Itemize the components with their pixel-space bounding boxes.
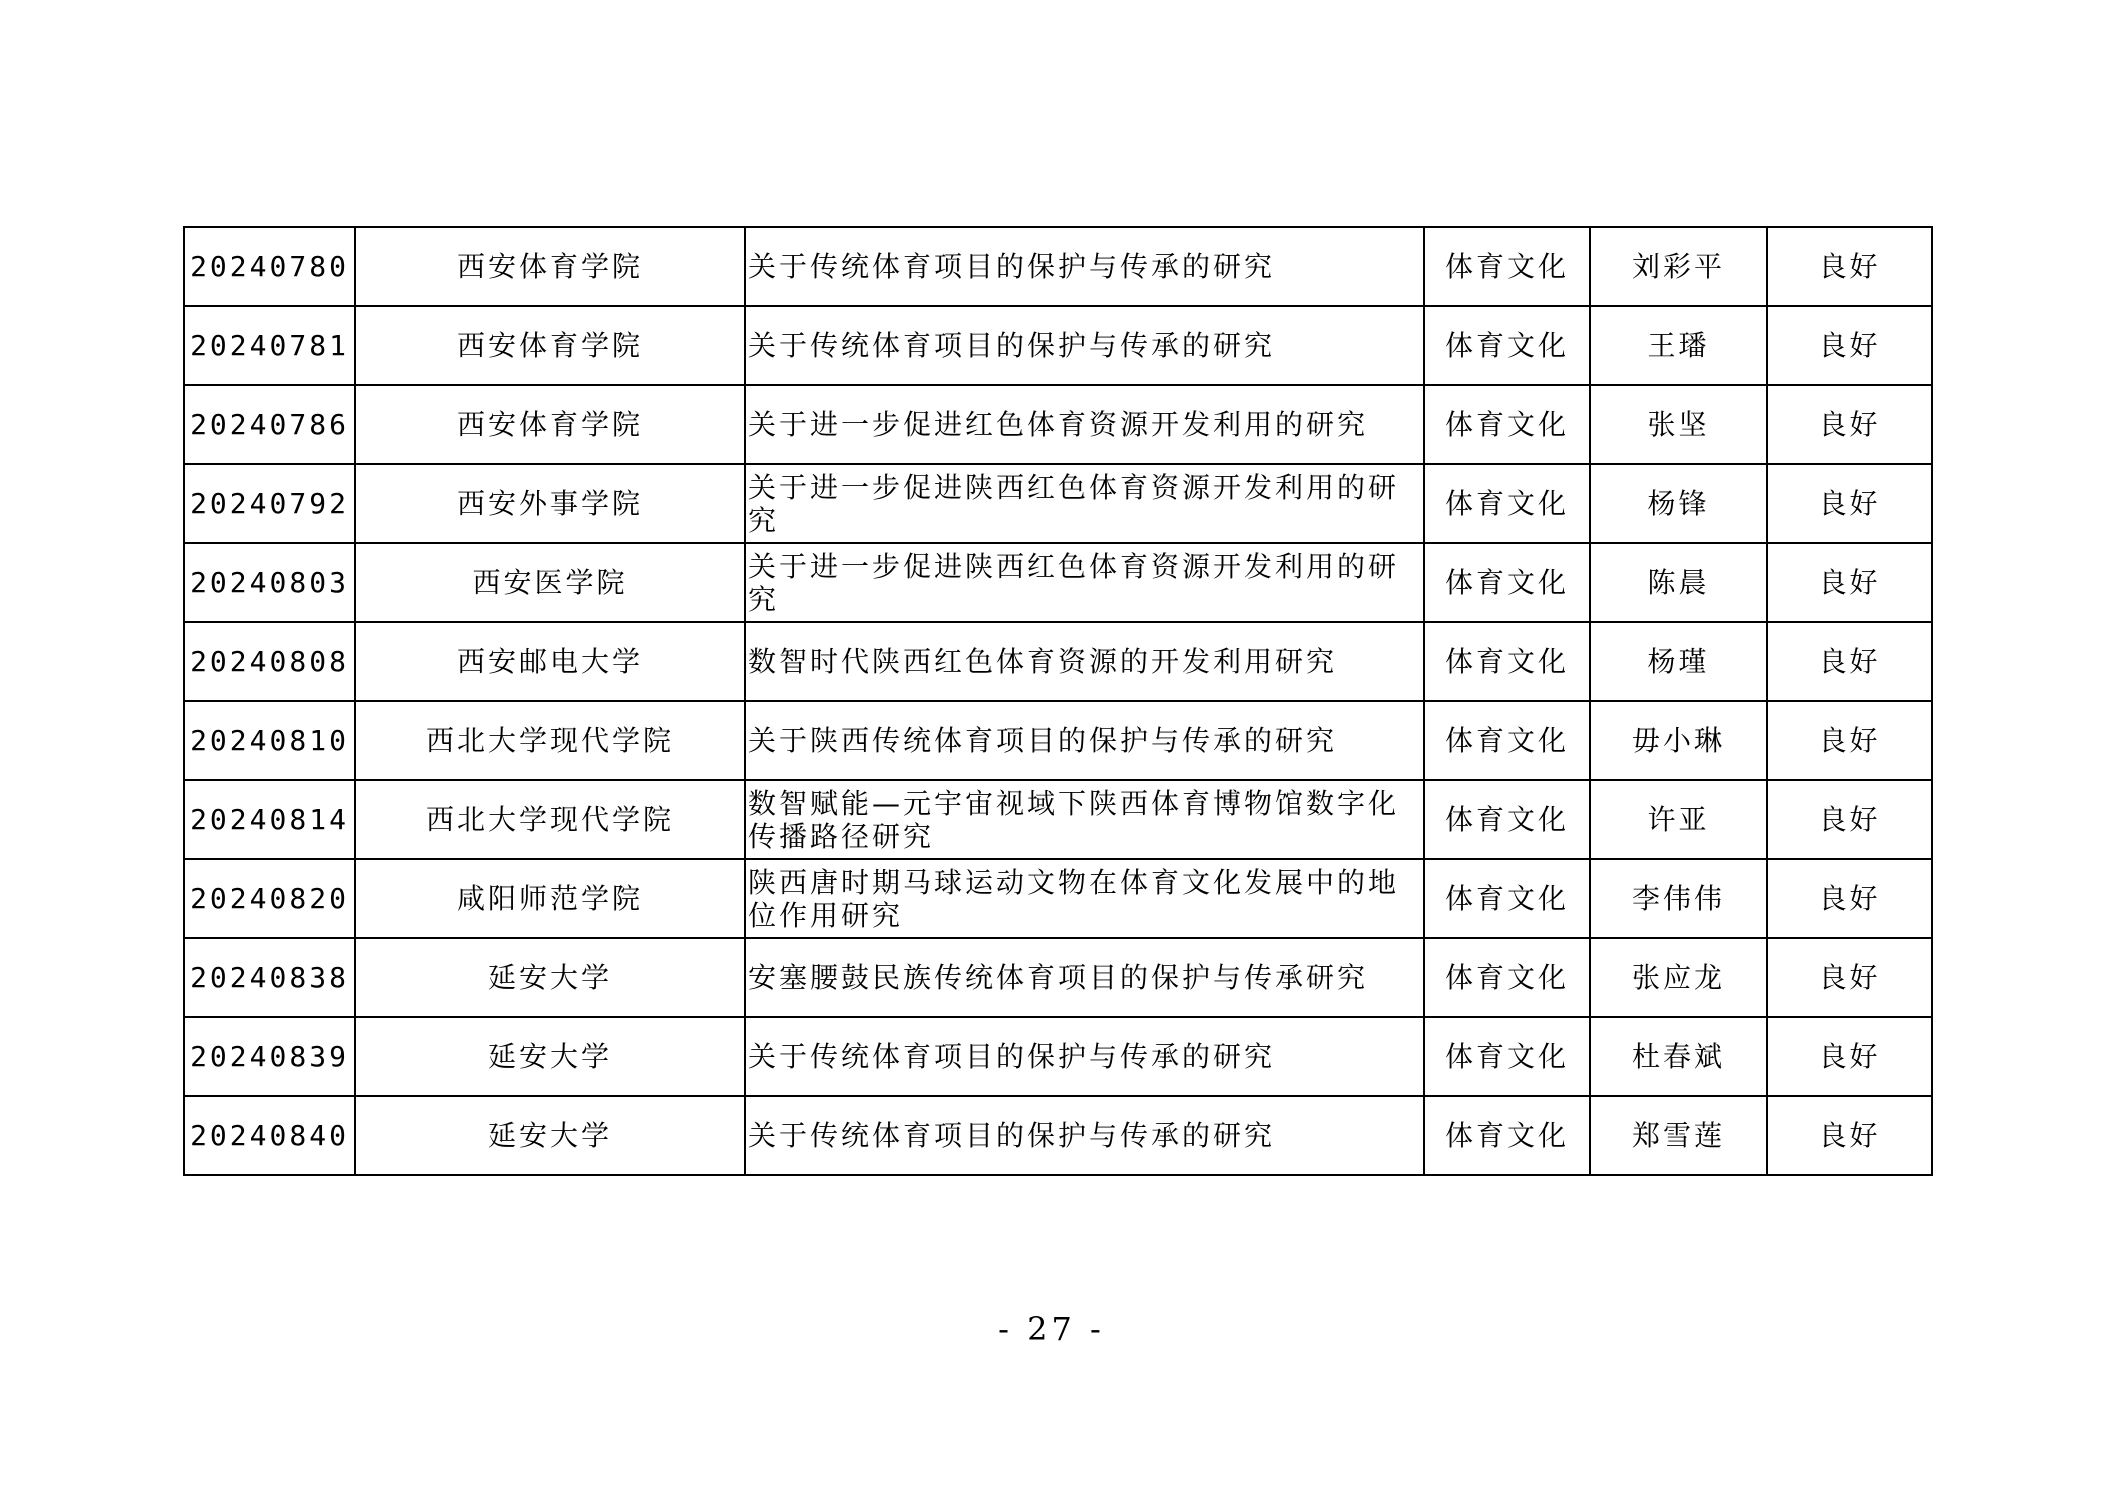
school-cell: 西安体育学院 — [355, 227, 745, 306]
category-cell: 体育文化 — [1424, 622, 1590, 701]
researcher-name-cell: 张坚 — [1590, 385, 1767, 464]
school-cell: 延安大学 — [355, 938, 745, 1017]
project-id-cell: 20240814 — [184, 780, 355, 859]
category-cell: 体育文化 — [1424, 859, 1590, 938]
topic-cell: 关于传统体育项目的保护与传承的研究 — [745, 227, 1424, 306]
researcher-name-cell: 陈晨 — [1590, 543, 1767, 622]
table-row — [184, 227, 1932, 306]
table-body — [184, 227, 1932, 1175]
project-id-cell: 20240781 — [184, 306, 355, 385]
project-id-cell: 20240808 — [184, 622, 355, 701]
table-row — [184, 1017, 1932, 1096]
project-id-cell: 20240840 — [184, 1096, 355, 1175]
topic-cell: 关于陕西传统体育项目的保护与传承的研究 — [745, 701, 1424, 780]
researcher-name-cell: 李伟伟 — [1590, 859, 1767, 938]
school-cell: 西北大学现代学院 — [355, 780, 745, 859]
grade-cell: 良好 — [1767, 701, 1932, 780]
table-row — [184, 701, 1932, 780]
project-id-cell: 20240792 — [184, 464, 355, 543]
grade-cell: 良好 — [1767, 1017, 1932, 1096]
category-cell: 体育文化 — [1424, 938, 1590, 1017]
category-cell: 体育文化 — [1424, 385, 1590, 464]
school-cell: 西安体育学院 — [355, 306, 745, 385]
school-cell: 西安体育学院 — [355, 385, 745, 464]
school-cell: 西安外事学院 — [355, 464, 745, 543]
grade-cell: 良好 — [1767, 385, 1932, 464]
category-cell: 体育文化 — [1424, 780, 1590, 859]
topic-cell: 关于传统体育项目的保护与传承的研究 — [745, 1017, 1424, 1096]
topic-cell: 关于进一步促进陕西红色体育资源开发利用的研究 — [745, 464, 1424, 543]
category-cell: 体育文化 — [1424, 464, 1590, 543]
table-row — [184, 622, 1932, 701]
project-id-cell: 20240838 — [184, 938, 355, 1017]
researcher-name-cell: 张应龙 — [1590, 938, 1767, 1017]
project-id-cell: 20240786 — [184, 385, 355, 464]
table-row — [184, 464, 1932, 543]
project-id-cell: 20240820 — [184, 859, 355, 938]
category-cell: 体育文化 — [1424, 306, 1590, 385]
grade-cell: 良好 — [1767, 227, 1932, 306]
school-cell: 西安医学院 — [355, 543, 745, 622]
topic-cell: 关于进一步促进红色体育资源开发利用的研究 — [745, 385, 1424, 464]
table-row — [184, 780, 1932, 859]
table-row — [184, 543, 1932, 622]
project-id-cell: 20240839 — [184, 1017, 355, 1096]
school-cell: 延安大学 — [355, 1096, 745, 1175]
school-cell: 咸阳师范学院 — [355, 859, 745, 938]
grade-cell: 良好 — [1767, 780, 1932, 859]
category-cell: 体育文化 — [1424, 543, 1590, 622]
project-id-cell: 20240803 — [184, 543, 355, 622]
grade-cell: 良好 — [1767, 464, 1932, 543]
researcher-name-cell: 杨锋 — [1590, 464, 1767, 543]
grade-cell: 良好 — [1767, 622, 1932, 701]
project-id-cell: 20240780 — [184, 227, 355, 306]
table-row — [184, 1096, 1932, 1175]
category-cell: 体育文化 — [1424, 701, 1590, 780]
grade-cell: 良好 — [1767, 306, 1932, 385]
topic-cell: 安塞腰鼓民族传统体育项目的保护与传承研究 — [745, 938, 1424, 1017]
grade-cell: 良好 — [1767, 543, 1932, 622]
researcher-name-cell: 杨瑾 — [1590, 622, 1767, 701]
topic-cell: 关于传统体育项目的保护与传承的研究 — [745, 306, 1424, 385]
researcher-name-cell: 郑雪莲 — [1590, 1096, 1767, 1175]
researcher-name-cell: 王璠 — [1590, 306, 1767, 385]
project-id-cell: 20240810 — [184, 701, 355, 780]
topic-cell: 陕西唐时期马球运动文物在体育文化发展中的地位作用研究 — [745, 859, 1424, 938]
topic-cell: 关于传统体育项目的保护与传承的研究 — [745, 1096, 1424, 1175]
researcher-name-cell: 毋小琳 — [1590, 701, 1767, 780]
category-cell: 体育文化 — [1424, 1096, 1590, 1175]
table-row — [184, 938, 1932, 1017]
page-number: - 27 - — [998, 1310, 1105, 1348]
table-row — [184, 859, 1932, 938]
researcher-name-cell: 刘彩平 — [1590, 227, 1767, 306]
researcher-name-cell: 杜春斌 — [1590, 1017, 1767, 1096]
school-cell: 延安大学 — [355, 1017, 745, 1096]
grade-cell: 良好 — [1767, 938, 1932, 1017]
category-cell: 体育文化 — [1424, 1017, 1590, 1096]
category-cell: 体育文化 — [1424, 227, 1590, 306]
table-row — [184, 306, 1932, 385]
school-cell: 西北大学现代学院 — [355, 701, 745, 780]
project-results-table — [183, 226, 1933, 1176]
topic-cell: 数智赋能—元宇宙视域下陕西体育博物馆数字化传播路径研究 — [745, 780, 1424, 859]
topic-cell: 数智时代陕西红色体育资源的开发利用研究 — [745, 622, 1424, 701]
grade-cell: 良好 — [1767, 1096, 1932, 1175]
topic-cell: 关于进一步促进陕西红色体育资源开发利用的研究 — [745, 543, 1424, 622]
school-cell: 西安邮电大学 — [355, 622, 745, 701]
grade-cell: 良好 — [1767, 859, 1932, 938]
table-row — [184, 385, 1932, 464]
researcher-name-cell: 许亚 — [1590, 780, 1767, 859]
